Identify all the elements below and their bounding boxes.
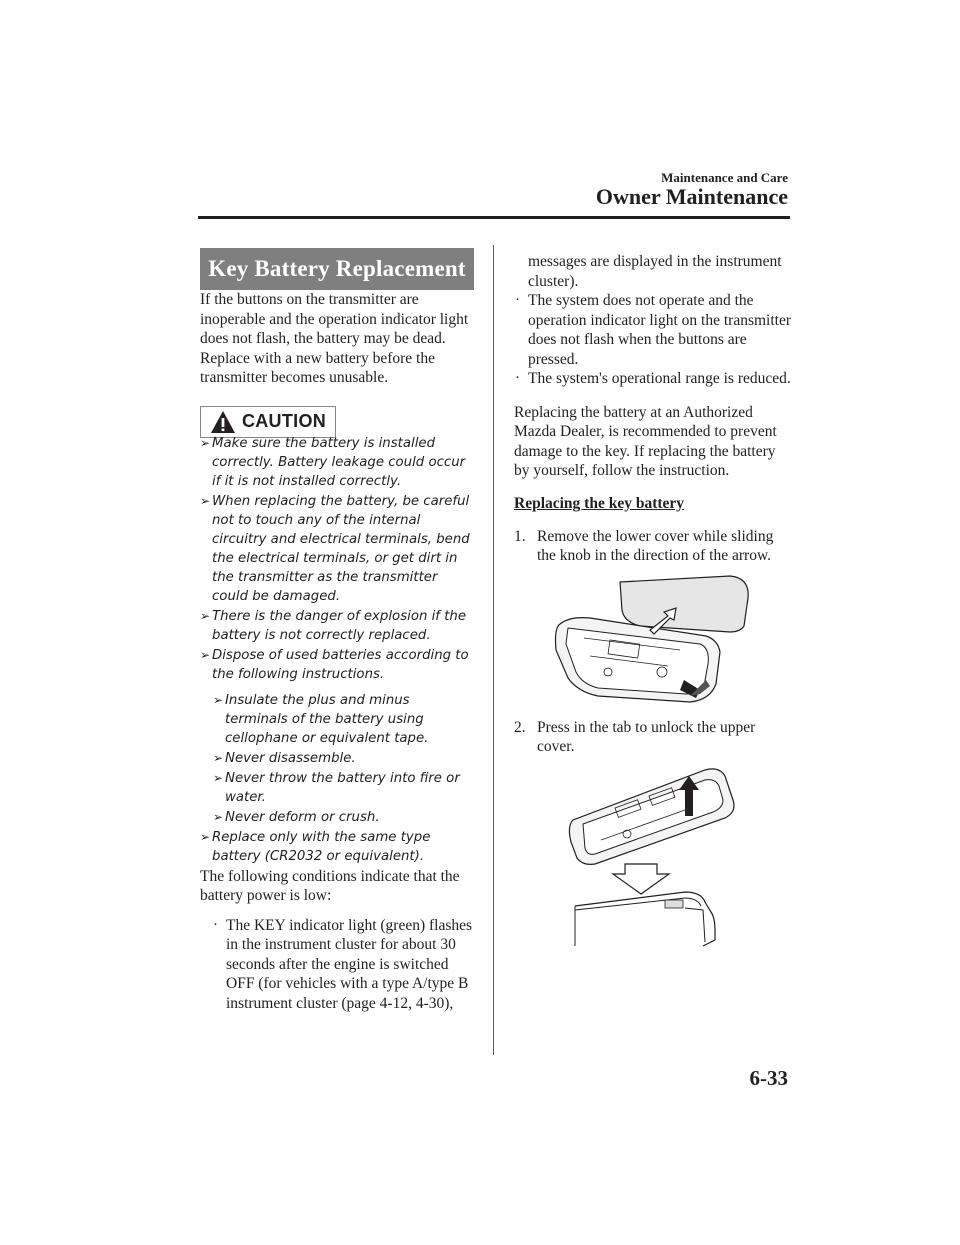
chapter-label: Maintenance and Care: [661, 170, 788, 185]
section-title: Key Battery Replacement: [200, 248, 474, 290]
caution-item: ➢ When replacing the battery, be careful not to touch any of the internal circuitry and electrical terminals, bend the electrical terminals, or get dirt in the transmitter as the transmitter could be damaged.: [200, 493, 470, 604]
bullet-dot-icon: ·: [213, 916, 218, 933]
arrow-bullet-icon: ➢: [200, 435, 211, 450]
key-lower-cover-illustration: [550, 568, 760, 710]
arrow-bullet-icon: ➢: [213, 750, 224, 765]
key-upper-cover-illustration: [565, 760, 740, 950]
page-header-title: Owner Maintenance: [595, 184, 788, 209]
step-1: [514, 527, 794, 566]
conditions-lead: The following conditions indicate that the battery power is low:: [200, 867, 460, 904]
header-rule: [198, 216, 790, 219]
caution-sub-item: ➢ Never disassemble.: [213, 750, 356, 766]
bullet-dot-icon: ·: [515, 292, 520, 308]
arrow-bullet-icon: ➢: [200, 647, 211, 662]
caution-sub-item: ➢ Insulate the plus and minus terminals of the battery using cellophane or equivalent tape.: [213, 692, 429, 746]
caution-item: ➢ Make sure the battery is installed correctly. Battery leakage could occur if it is not installed correctly.: [200, 435, 466, 489]
caution-sub-item: ➢ Never deform or crush.: [213, 809, 380, 825]
condition-bullet-continued: messages are displayed in the instrument cluster).: [528, 253, 782, 290]
condition-bullet: · The KEY indicator light (green) flashes in the instrument cluster for about 30 seconds after the engine is switched OFF (for vehicles with a type A/type B instrument cluster (page 4-12, 4-30),: [213, 916, 473, 1012]
bullet-dot-icon: ·: [515, 370, 520, 386]
caution-label: CAUTION: [241, 411, 327, 431]
condition-bullet: · The system's operational range is reduced.: [515, 370, 791, 387]
caution-list: [200, 434, 476, 866]
arrow-bullet-icon: ➢: [200, 829, 211, 844]
dealer-note: Replacing the battery at an Authorized Mazda Dealer, is recommended to prevent damage to the key. If replacing the battery by yourself, follow the instruction.: [514, 403, 777, 479]
arrow-bullet-icon: ➢: [200, 493, 211, 508]
caution-item: ➢ Dispose of used batteries according to the following instructions.: [200, 647, 469, 682]
step-text: Remove the lower cover while sliding the knob in the direction of the arrow.: [537, 527, 774, 564]
procedure-heading: Replacing the key battery: [514, 494, 685, 512]
step-text: Press in the tab to unlock the upper cover.: [537, 718, 756, 755]
arrow-bullet-icon: ➢: [213, 809, 224, 824]
column-divider: [493, 245, 494, 1055]
warning-triangle-icon: [210, 410, 236, 434]
intro-paragraph-2: Replace with a new battery before the transmitter becomes unusable.: [200, 349, 435, 386]
caution-item: ➢ There is the danger of explosion if the battery is not correctly replaced.: [200, 608, 467, 643]
caution-item: ➢ Replace only with the same type battery (CR2032 or equivalent).: [200, 829, 431, 864]
arrow-bullet-icon: ➢: [213, 692, 224, 707]
left-column: [200, 248, 476, 1013]
step-2: [514, 718, 794, 757]
arrow-bullet-icon: ➢: [213, 770, 224, 785]
arrow-bullet-icon: ➢: [200, 608, 211, 623]
step-number: 1.: [514, 527, 526, 545]
intro-paragraph: If the buttons on the transmitter are inoperable and the operation indicator light does not flash, the battery may be dead.: [200, 291, 469, 347]
page-number: 6-33: [749, 1066, 788, 1090]
step-number: 2.: [514, 718, 526, 736]
caution-sub-item: ➢ Never throw the battery into fire or water.: [213, 770, 460, 805]
condition-bullet: · The system does not operate and the operation indicator light on the transmitter does not flash when the buttons are pressed.: [515, 292, 792, 368]
